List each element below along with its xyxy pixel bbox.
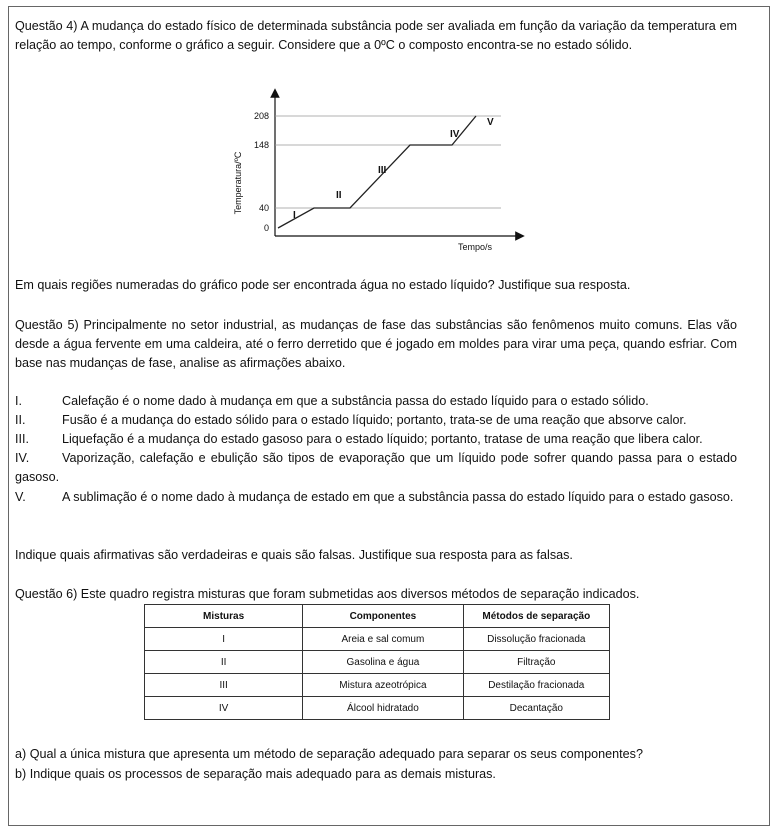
- statement-text: Liquefação é a mudança do estado gasoso para o estado líquido; portanto, tratase de uma reação que libera calor.: [62, 432, 703, 446]
- phase-change-chart: [225, 88, 525, 256]
- statement-number: I.: [15, 394, 22, 408]
- statement-number: V.: [15, 490, 26, 504]
- table-cell: Decantação: [463, 697, 609, 720]
- region-label: IV: [450, 129, 460, 140]
- region-label: V: [487, 117, 494, 128]
- region-label: I: [293, 210, 296, 221]
- table-row: [145, 674, 610, 697]
- table-cell: Gasolina e água: [303, 651, 463, 674]
- table-cell: Destilação fracionada: [463, 674, 609, 697]
- y-tick-label: 0: [263, 223, 269, 233]
- table-row: [145, 651, 610, 674]
- region-label: II: [336, 190, 342, 201]
- statement-text: Vaporização, calefação e ebulição são tipos de evaporação que um líquido pode sofrer quando passa para o estado gasoso.: [15, 451, 737, 484]
- q5-intro: Questão 5) Principalmente no setor industrial, as mudanças de fase das substâncias são fenômenos muito comuns. Elas vão desde a água fervente em uma caldeira, até o ferro derretido que é jogado em moldes para virar uma peça, quando esfriar. Com base nas mudanças de fase, analise as afirmações abaixo.: [15, 318, 737, 370]
- table-header-row: [145, 605, 610, 628]
- table-cell: Dissolução fracionada: [463, 628, 609, 651]
- table-row: [145, 697, 610, 720]
- table-row: [145, 628, 610, 651]
- statement-1: [15, 392, 737, 411]
- x-axis-label: Tempo/s: [457, 242, 493, 252]
- column-header-methods: Métodos de separação: [463, 605, 609, 628]
- y-tick-label: 40: [258, 203, 269, 213]
- table-cell: III: [145, 674, 303, 697]
- q6-question-a: a) Qual a única mistura que apresenta um método de separação adequado para separar os seus componentes?: [15, 747, 643, 761]
- table-cell: Filtração: [463, 651, 609, 674]
- statement-text: Fusão é a mudança do estado sólido para o estado líquido; portanto, trata-se de uma reação que absorve calor.: [62, 413, 687, 427]
- statement-number: IV.: [15, 451, 30, 465]
- statement-2: [15, 411, 737, 430]
- column-header-components: Componentes: [303, 605, 463, 628]
- statement-text: Calefação é o nome dado à mudança em que a substância passa do estado líquido para o estado sólido.: [62, 394, 649, 408]
- separation-methods-table: [144, 604, 610, 720]
- y-tick-label: 208: [253, 111, 269, 121]
- statement-number: II.: [15, 413, 26, 427]
- q4-question: Em quais regiões numeradas do gráfico pode ser encontrada água no estado líquido? Justifique sua resposta.: [15, 278, 631, 292]
- table-cell: Areia e sal comum: [303, 628, 463, 651]
- statement-5: [15, 488, 737, 507]
- q5-question: Indique quais afirmativas são verdadeiras e quais são falsas. Justifique sua resposta para as falsas.: [15, 548, 573, 562]
- statement-number: III.: [15, 432, 29, 446]
- statement-3: [15, 430, 737, 449]
- q6-intro: Questão 6) Este quadro registra misturas que foram submetidas aos diversos métodos de separação indicados.: [15, 587, 640, 601]
- table-cell: II: [145, 651, 303, 674]
- table-cell: Álcool hidratado: [303, 697, 463, 720]
- temperature-curve: [278, 116, 476, 228]
- q4-intro: Questão 4) A mudança do estado físico de determinada substância pode ser avaliada em função da variação da temperatura em relação ao tempo, conforme o gráfico a seguir. Considere que a 0ºC o composto encontra-se no estado sólido.: [15, 19, 737, 52]
- y-tick-label: 148: [253, 140, 269, 150]
- table-cell: I: [145, 628, 303, 651]
- region-label: III: [378, 165, 387, 176]
- table-cell: Mistura azeotrópica: [303, 674, 463, 697]
- q6-question-b: b) Indique quais os processos de separação mais adequado para as demais misturas.: [15, 767, 496, 781]
- column-header-mixtures: Misturas: [145, 605, 303, 628]
- table-cell: IV: [145, 697, 303, 720]
- statement-4: [15, 449, 737, 487]
- statement-text: A sublimação é o nome dado à mudança de estado em que a substância passa do estado líquido para o estado gasoso.: [62, 490, 734, 504]
- y-axis-label: Temperatura/ºC: [233, 151, 243, 215]
